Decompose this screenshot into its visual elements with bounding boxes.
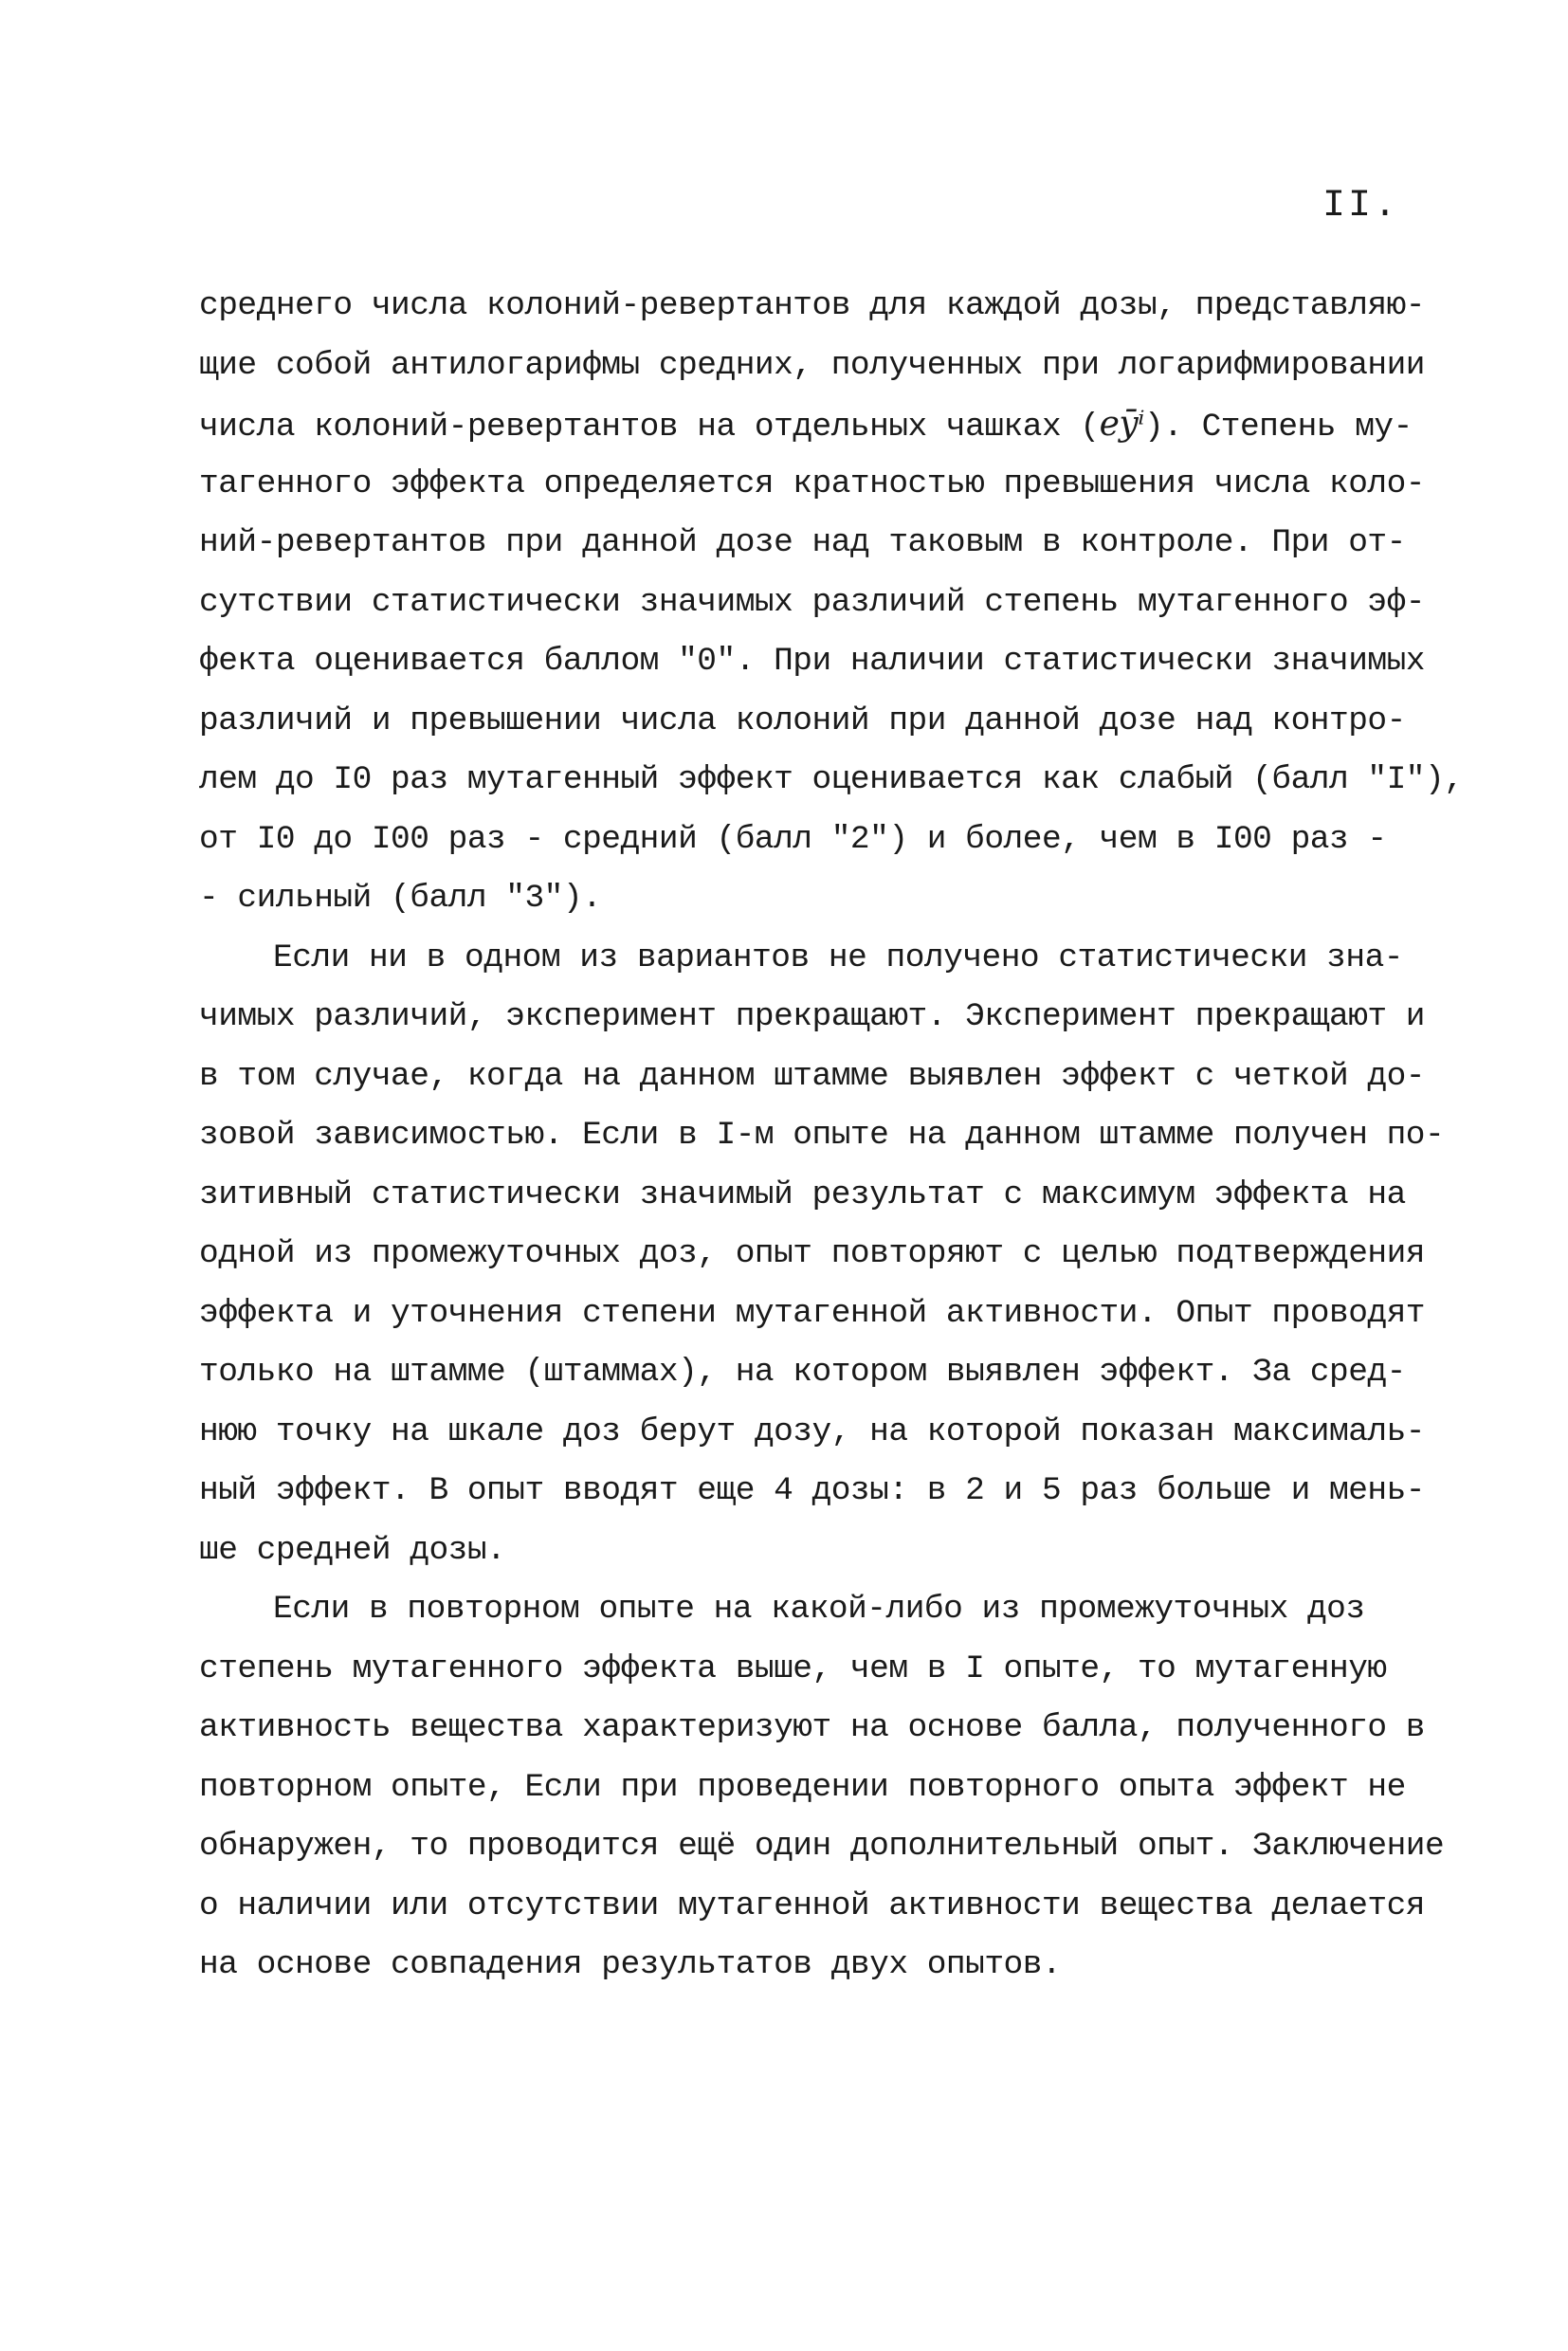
- text-line: чимых различий, эксперимент прекращают. Эксперимент прекращают и: [199, 998, 1426, 1035]
- text-line: Если в повторном опыте на какой-либо из промежуточных доз: [273, 1591, 1365, 1628]
- text-line: одной из промежуточных доз, опыт повторяют с целью подтверждения: [199, 1235, 1426, 1272]
- text-line: различий и превышении числа колоний при данной дозе над контро-: [199, 702, 1406, 739]
- text-line: лем до I0 раз мутагенный эффект оценивается как слабый (балл "I"),: [199, 761, 1464, 798]
- text-line: нюю точку на шкале доз берут дозу, на которой показан максималь-: [199, 1412, 1426, 1450]
- paragraph-1: [199, 277, 1464, 929]
- text-line-with-formula: [199, 395, 1422, 455]
- formula: eȳⁱ: [1099, 405, 1144, 444]
- paragraph-3: [199, 1580, 1445, 1996]
- text-line: в том случае, когда на данном штамме выявлен эффект с четкой до-: [199, 1057, 1426, 1095]
- text-line: повторном опыте, Если при проведении повторного опыта эффект не: [199, 1768, 1406, 1806]
- text-line: о наличии или отсутствии мутагенной активности вещества делается: [199, 1886, 1426, 1924]
- text-line: на основе совпадения результатов двух опытов.: [199, 1946, 1062, 1983]
- text-line: ше средней дозы.: [199, 1531, 506, 1569]
- page-number: II.: [1322, 185, 1400, 228]
- text-line: эффекта и уточнения степени мутагенной активности. Опыт проводят: [199, 1294, 1426, 1332]
- text-line: щие собой антилогарифмы средних, полученных при логарифмировании: [199, 346, 1426, 384]
- text-line: ний-ревертантов при данной дозе над таковым в контроле. При от-: [199, 524, 1406, 561]
- text-segment: ). Степень му-: [1143, 409, 1413, 446]
- text-line: тагенного эффекта определяется кратностью превышения числа коло-: [199, 465, 1426, 502]
- paragraph-2: [199, 929, 1445, 1581]
- text-line: среднего числа колоний-ревертантов для каждой дозы, представляю-: [199, 287, 1426, 324]
- text-line: - сильный (балл "3").: [199, 880, 602, 917]
- text-line: фекта оценивается баллом "0". При наличии статистически значимых: [199, 643, 1426, 680]
- text-line: зитивный статистически значимый результат с максимум эффекта на: [199, 1176, 1406, 1213]
- text-line: сутствии статистически значимых различий степень мутагенного эф-: [199, 583, 1426, 621]
- text-line: от I0 до I00 раз - средний (балл "2") и более, чем в I00 раз -: [199, 820, 1387, 858]
- text-line: ный эффект. В опыт вводят еще 4 дозы: в 2 и 5 раз больше и мень-: [199, 1472, 1426, 1509]
- text-line: зовой зависимостью. Если в I-м опыте на данном штамме получен по-: [199, 1117, 1445, 1154]
- text-line: Если ни в одном из вариантов не получено статистически зна-: [273, 939, 1403, 976]
- text-segment: числа колоний-ревертантов на отдельных чашках (: [199, 409, 1100, 446]
- text-line: степень мутагенного эффекта выше, чем в I опыте, то мутагенную: [199, 1649, 1387, 1687]
- text-line: активность вещества характеризуют на основе балла, полученного в: [199, 1709, 1426, 1746]
- text-line: обнаружен, то проводится ещё один дополнительный опыт. Заключение: [199, 1828, 1445, 1865]
- text-line: только на штамме (штаммах), на котором выявлен эффект. За сред-: [199, 1354, 1406, 1391]
- body-text: [199, 277, 1464, 1996]
